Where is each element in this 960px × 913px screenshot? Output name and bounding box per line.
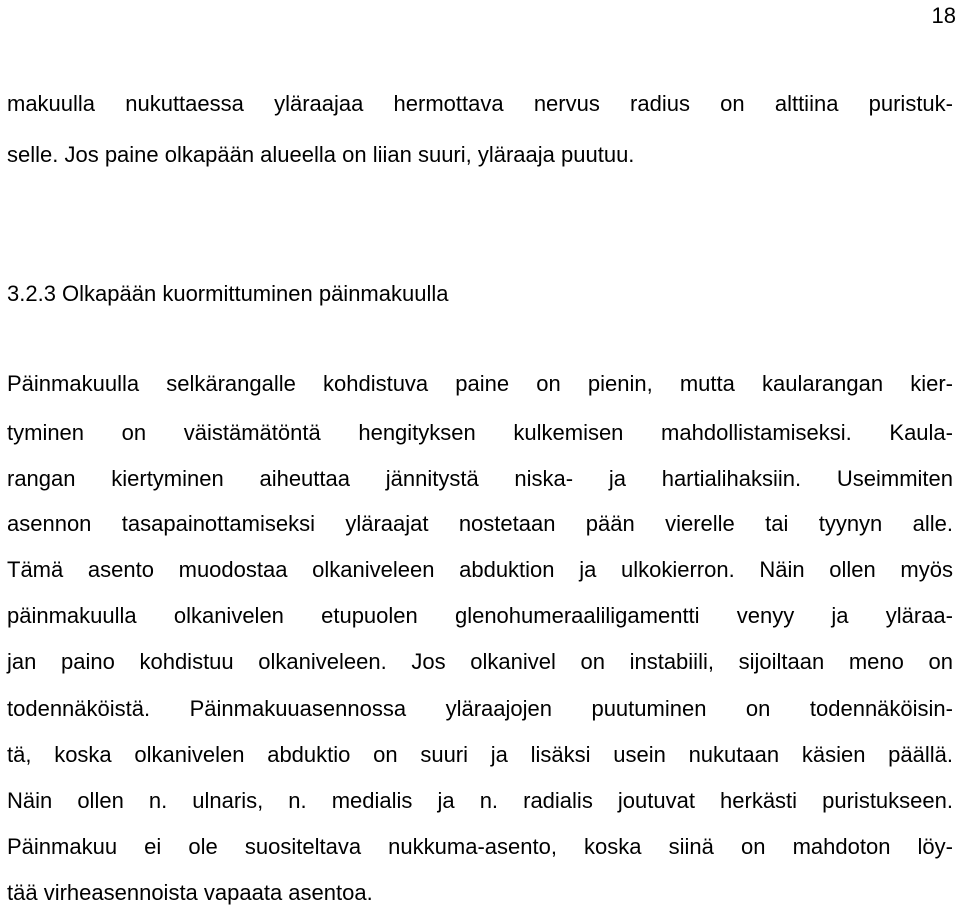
text-line: päinmakuulla olkanivelen etupuolen glenohumeraaliligamentti venyy ja yläraa- bbox=[7, 603, 953, 628]
text-line: selle. Jos paine olkapään alueella on liian suuri, yläraaja puutuu. bbox=[7, 142, 635, 167]
page-number: 18 bbox=[931, 3, 956, 28]
text-line: Päinmakuu ei ole suositeltava nukkuma-asento, koska siinä on mahdoton löy- bbox=[7, 834, 953, 859]
text-line: jan paino kohdistuu olkaniveleen. Jos olkanivel on instabiili, sijoiltaan meno on bbox=[7, 649, 953, 674]
section-heading: 3.2.3 Olkapään kuormittuminen päinmakuulla bbox=[7, 281, 449, 306]
text-line: tää virheasennoista vapaata asentoa. bbox=[7, 880, 373, 905]
text-line: Näin ollen n. ulnaris, n. medialis ja n. radialis joutuvat herkästi puristukseen. bbox=[7, 788, 953, 813]
text-line: asennon tasapainottamiseksi yläraajat nostetaan pään vierelle tai tyynyn alle. bbox=[7, 511, 953, 536]
text-line: Päinmakuulla selkärangalle kohdistuva paine on pienin, mutta kaularangan kier- bbox=[7, 371, 953, 396]
text-line: todennäköistä. Päinmakuuasennossa yläraajojen puutuminen on todennäköisin- bbox=[7, 696, 953, 721]
text-line: rangan kiertyminen aiheuttaa jännitystä niska- ja hartialihaksiin. Useimmiten bbox=[7, 466, 953, 491]
text-line: Tämä asento muodostaa olkaniveleen abduktion ja ulkokierron. Näin ollen myös bbox=[7, 557, 953, 582]
text-line: tä, koska olkanivelen abduktio on suuri ja lisäksi usein nukutaan käsien päällä. bbox=[7, 742, 953, 767]
text-line: makuulla nukuttaessa yläraajaa hermottava nervus radius on alttiina puristuk- bbox=[7, 91, 953, 116]
text-line: tyminen on väistämätöntä hengityksen kulkemisen mahdollistamiseksi. Kaula- bbox=[7, 420, 953, 445]
